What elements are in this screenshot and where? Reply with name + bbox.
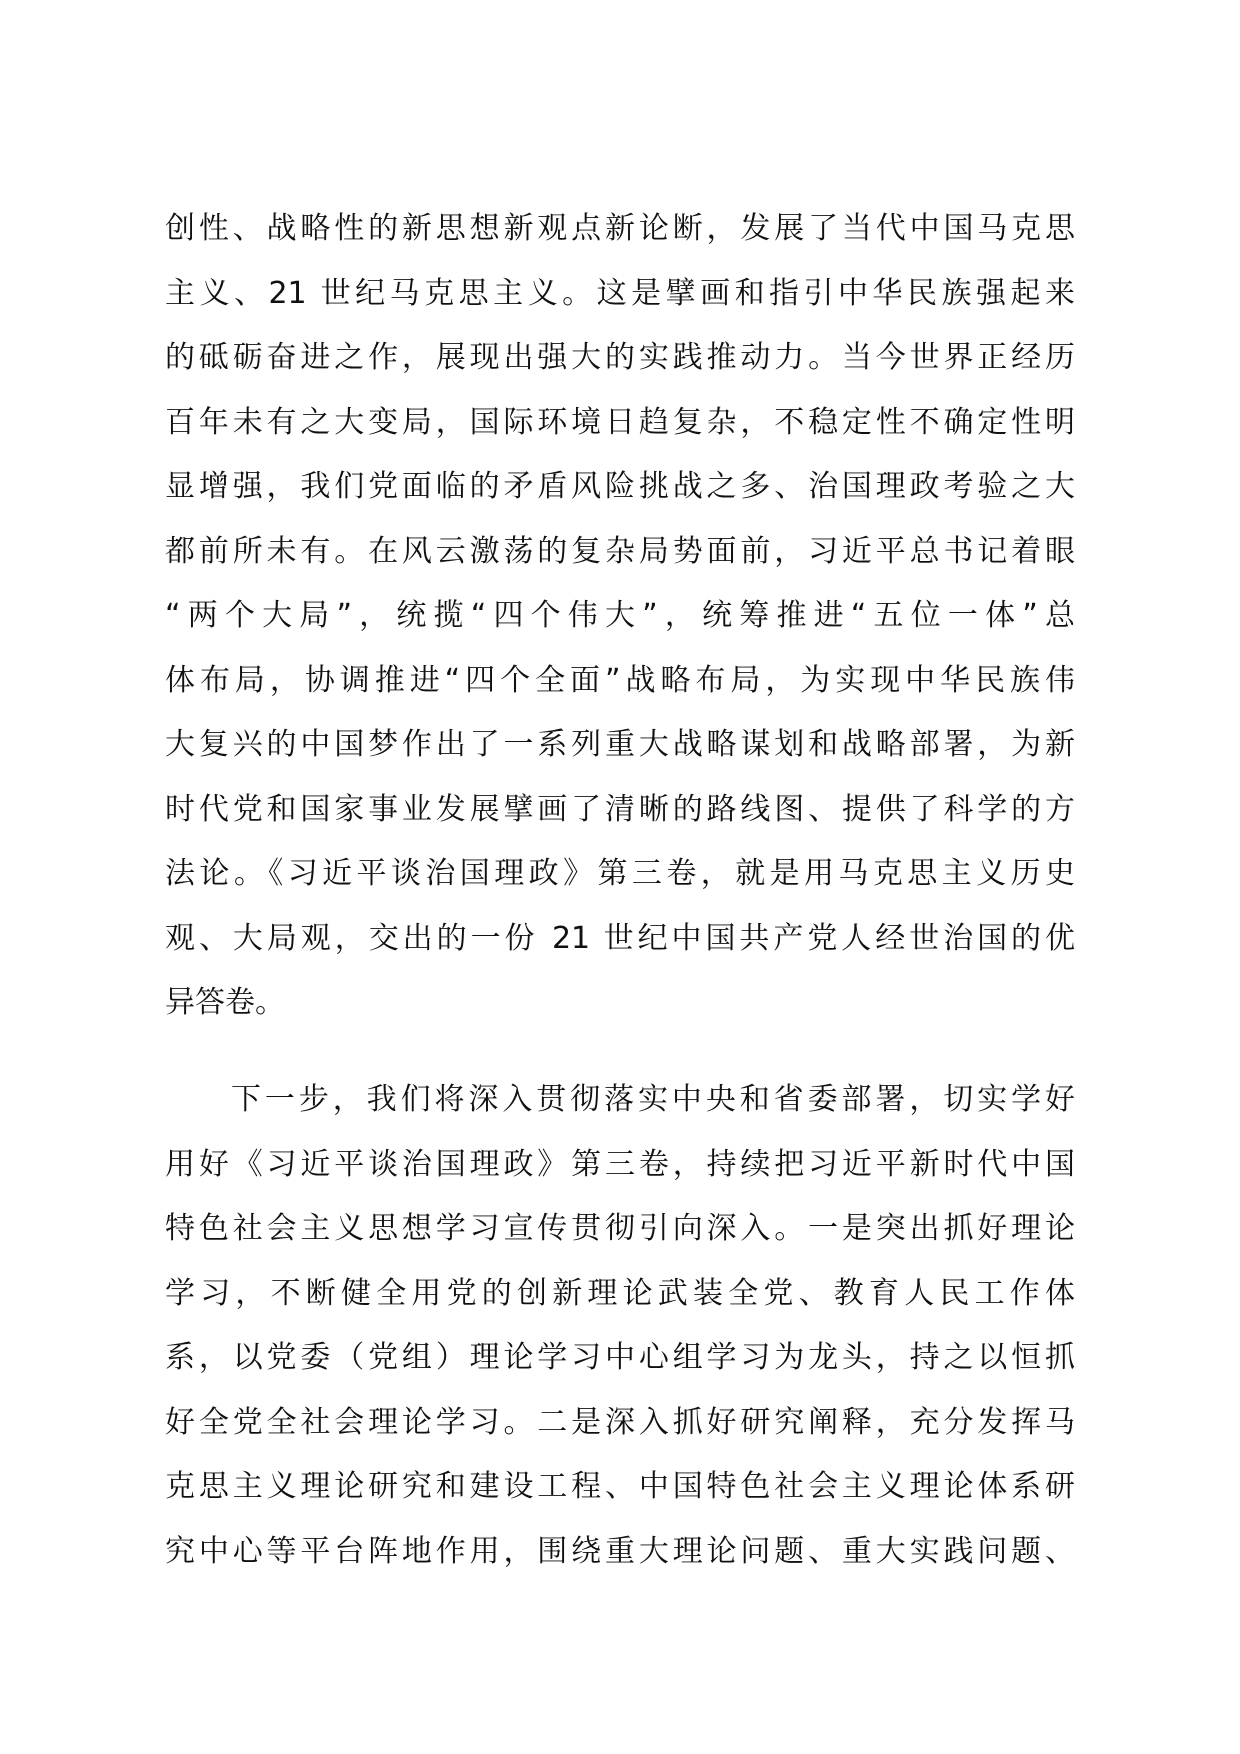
paragraph-line: 创性、战略性的新思想新观点新论断，发展了当代中国马克思	[165, 211, 1075, 246]
paragraph-line: 都前所未有。在风云激荡的复杂局势面前，习近平总书记着眼	[165, 533, 1075, 569]
paragraph-line: 究中心等平台阵地作用，围绕重大理论问题、重大实践问题、	[165, 1533, 1075, 1569]
paragraph-line: 观、大局观，交出的一份 21 世纪中国共产党人经世治国的优	[165, 920, 1075, 956]
paragraph-line: 大复兴的中国梦作出了一系列重大战略谋划和战略部署，为新	[165, 727, 1075, 762]
paragraph-line: 异答卷。	[165, 985, 285, 1020]
paragraph-line: 系，以党委（党组）理论学习中心组学习为龙头，持之以恒抓	[165, 1340, 1075, 1375]
paragraph-line: 下一步，我们将深入贯彻落实中央和省委部署，切实学好	[231, 1082, 1075, 1117]
paragraph-1	[165, 197, 1075, 1036]
paragraph-line: 用好《习近平谈治国理政》第三卷，持续把习近平新时代中国	[165, 1146, 1075, 1182]
paragraph-line: 特色社会主义思想学习宣传贯彻引向深入。一是突出抓好理论	[165, 1211, 1075, 1246]
paragraph-line: 体布局，协调推进“四个全面”战略布局，为实现中华民族伟	[165, 662, 1075, 698]
paragraph-line: 的砥砺奋进之作，展现出强大的实践推动力。当今世界正经历	[165, 340, 1075, 375]
paragraph-line: 主义、21 世纪马克思主义。这是擘画和指引中华民族强起来	[165, 275, 1075, 311]
paragraph-line: 百年未有之大变局，国际环境日趋复杂，不稳定性不确定性明	[165, 404, 1075, 440]
paragraph-line: 时代党和国家事业发展擘画了清晰的路线图、提供了科学的方	[165, 791, 1075, 827]
paragraph-line: “两个大局”，统揽“四个伟大”，统筹推进“五位一体”总	[165, 598, 1075, 633]
paragraph-2	[165, 1068, 1075, 1584]
paragraph-line: 学习，不断健全用党的创新理论武装全党、教育人民工作体	[165, 1275, 1075, 1311]
paragraph-line: 好全党全社会理论学习。二是深入抓好研究阐释，充分发挥马	[165, 1404, 1075, 1440]
paragraph-line: 克思主义理论研究和建设工程、中国特色社会主义理论体系研	[165, 1469, 1075, 1504]
paragraph-line: 法论。《习近平谈治国理政》第三卷，就是用马克思主义历史	[165, 856, 1075, 891]
paragraph-line: 显增强，我们党面临的矛盾风险挑战之多、治国理政考验之大	[165, 469, 1075, 504]
